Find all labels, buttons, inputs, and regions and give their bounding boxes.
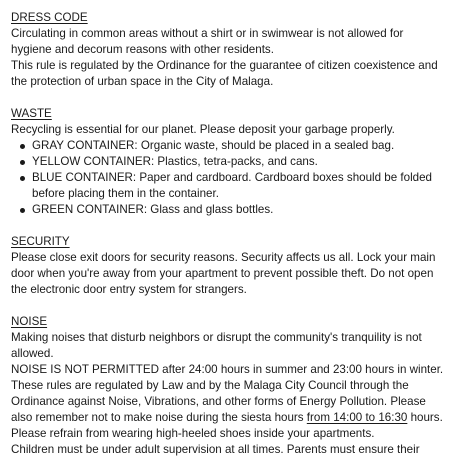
noise-section: [11, 314, 445, 458]
noise-paragraph-1: Making noises that disturb neighbors or disrupt the community's tranquility is not allowed.: [11, 331, 422, 360]
security-paragraph: Please close exit doors for security reasons. Security affects us all. Lock your main door when you're away from your apartment to prevent possible theft. Do not open the electronic door entry system for strangers.: [11, 251, 436, 296]
noise-regulation-text: These rules are regulated by Law and by the Malaga City Council through the Ordinance against Noise, Vibrations, and other forms of Energy Pollution. Please also remember not to make noise during the siesta hours: [11, 379, 426, 424]
dress-code-section: [11, 10, 445, 90]
house-rules-document: [11, 10, 445, 458]
noise-regulation-paragraph: [11, 378, 445, 426]
dress-code-heading: DRESS CODE: [11, 11, 88, 24]
noise-hours-rule: NOISE IS NOT PERMITTED after 24:00 hours in summer and 23:00 hours in winter.: [11, 363, 444, 376]
dress-code-regulation: This rule is regulated by the Ordinance for the guarantee of citizen coexistence and the protection of urban space in the City of Malaga.: [11, 59, 438, 88]
list-item-gray-container: GRAY CONTAINER: Organic waste, should be placed in a sealed bag.: [32, 138, 445, 154]
waste-section: [11, 106, 445, 218]
dress-code-paragraph: Circulating in common areas without a shirt or in swimwear is not allowed for hygiene and decorum reasons with other residents.: [11, 27, 404, 56]
section-spacer: [11, 298, 445, 314]
section-spacer: [11, 218, 445, 234]
siesta-hours-underlined: from 14:00 to 16:30: [306, 411, 408, 424]
section-spacer: [11, 90, 445, 106]
list-item-green-container: GREEN CONTAINER: Glass and glass bottles.: [32, 202, 445, 218]
high-heels-paragraph: Please refrain from wearing high-heeled shoes inside your apartments.: [11, 427, 375, 440]
children-paragraph: Children must be under adult supervision at all times. Parents must ensure their: [11, 443, 420, 456]
waste-intro: Recycling is essential for our planet. Please deposit your garbage properly.: [11, 123, 395, 136]
list-item-blue-container: BLUE CONTAINER: Paper and cardboard. Cardboard boxes should be folded before placing them in the container.: [32, 170, 445, 202]
noise-regulation-tail: hours.: [407, 411, 443, 424]
waste-heading: WASTE: [11, 107, 52, 120]
security-heading: SECURITY: [11, 235, 70, 248]
container-list: [11, 138, 445, 218]
noise-heading: NOISE: [11, 315, 48, 328]
security-section: [11, 234, 445, 298]
list-item-yellow-container: YELLOW CONTAINER: Plastics, tetra-packs, and cans.: [32, 154, 445, 170]
